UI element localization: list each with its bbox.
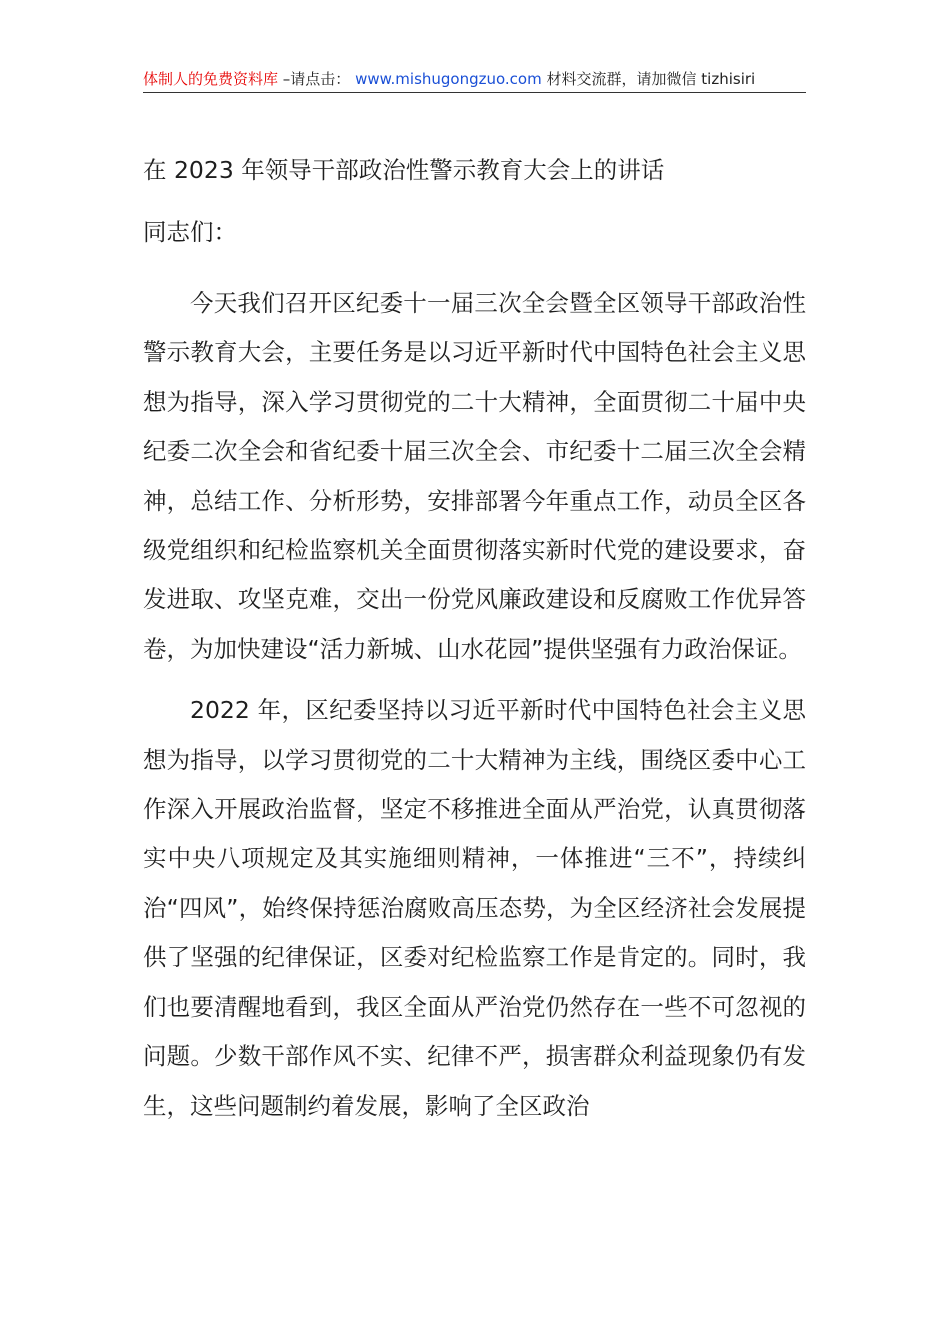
document-title: 在 2023 年领导干部政治性警示教育大会上的讲话 (143, 156, 665, 184)
header-brand: 体制人的免费资料库 (143, 70, 279, 88)
paragraph-1: 今天我们召开区纪委十一届三次全会暨全区领导干部政治性警示教育大会，主要任务是以习近平新时代中国特色社会主义思想为指导，深入学习贯彻党的二十大精神，全面贯彻二十届中央纪委二次全会和省纪委十届三次全会、市纪委十二届三次全会精神，总结工作、分析形势，安排部署今年重点工作，动员全区各级党组织和纪检监察机关全面贯彻落实新时代党的建设要求，奋发进取、攻坚克难，交出一份党风廉政建设和反腐败工作优异答卷，为加快建设“活力新城、山水花园”提供坚强有力政治保证。 (143, 289, 806, 663)
document-body (143, 145, 806, 1131)
paragraph-2: 2022 年，区纪委坚持以习近平新时代中国特色社会主义思想为指导，以学习贯彻党的二十大精神为主线，围绕区委中心工作深入开展政治监督，坚定不移推进全面从严治党，认真贯彻落实中央八项规定及其实施细则精神，一体推进“三不”，持续纠治“四风”，始终保持惩治腐败高压态势，为全区经济社会发展提供了坚强的纪律保证，区委对纪检监察工作是肯定的。同时，我们也要清醒地看到，我区全面从严治党仍然存在一些不可忽视的问题。少数干部作风不实、纪律不严，损害群众利益现象仍有发生，这些问题制约着发展，影响了全区政治 (143, 696, 806, 1120)
header-prompt: –请点击： (282, 70, 351, 88)
header-link[interactable]: www.mishugongzuo.com (355, 70, 542, 88)
header-contact: 材料交流群，请加微信 tizhisiri (546, 70, 756, 88)
salutation: 同志们： (143, 218, 237, 246)
page-header (143, 66, 806, 93)
